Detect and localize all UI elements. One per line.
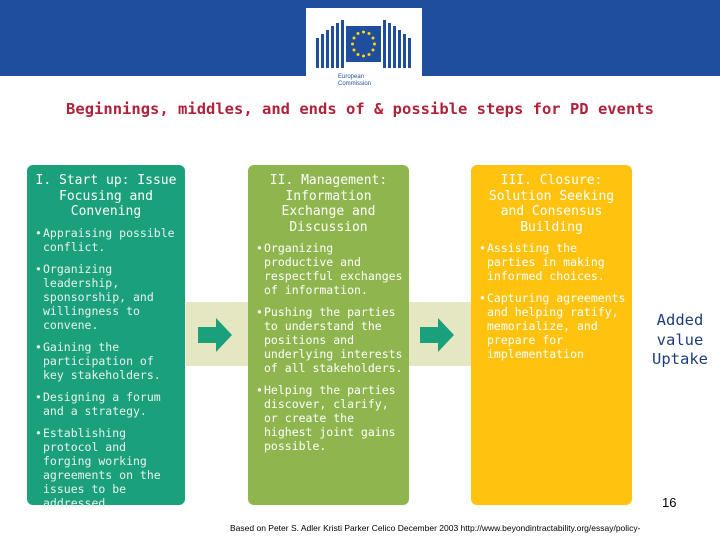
arrow-right-icon — [420, 318, 454, 352]
commission-building-icon — [314, 14, 414, 70]
logo-line-1: European — [338, 74, 365, 80]
bullet-item: • Appraising possible conflict. — [35, 226, 179, 254]
phase-heading: II. Management: Information Exchange and Discussion — [269, 173, 388, 235]
page-number: 16 — [662, 495, 677, 510]
logo-text — [338, 74, 371, 88]
phase-bullets — [27, 220, 185, 510]
bullet-item: • Organizing leadership, sponsorship, and willingness to convene. — [35, 262, 179, 332]
phase-heading: I. Start up: Issue Focusing and Convening — [35, 173, 177, 219]
phase-bullets — [248, 235, 409, 453]
arrow-right-icon — [198, 318, 232, 352]
european-commission-logo — [306, 8, 422, 100]
bullet-item: • Assisting the parties in making informed choices. — [479, 241, 626, 283]
phase-closure — [471, 165, 632, 505]
bullet-item: • Designing a forum and a strategy. — [35, 390, 179, 418]
bullet-item: • Gaining the participation of key stakeholders. — [35, 340, 179, 382]
slide-title: Beginnings, middles, and ends of & possible steps for PD events — [66, 100, 654, 118]
phase-heading: III. Closure: Solution Seeking and Consensus Building — [488, 173, 615, 235]
added-value-uptake: Added value Uptake — [652, 311, 708, 368]
source-footnote: Based on Peter S. Adler Kristi Parker Celico December 2003 http://www.beyondintractability.org/essay/policy- — [230, 523, 641, 533]
phase-bullets — [471, 235, 632, 361]
phase-management — [248, 165, 409, 505]
phase-start-up — [27, 165, 185, 510]
bullet-item: • Establishing protocol and forging working agreements on the issues to be addressed. — [35, 426, 179, 510]
logo-line-2: Commission — [338, 81, 372, 87]
bullet-item: • Helping the parties discover, clarify, or create the highest joint gains possible. — [256, 383, 403, 453]
bullet-item: • Pushing the parties to understand the positions and underlying interests of all stakeholders. — [256, 305, 403, 375]
bullet-item: • Organizing productive and respectful exchanges of information. — [256, 241, 403, 297]
bullet-item: • Capturing agreements and helping ratify, memorialize, and prepare for implementation — [479, 291, 626, 361]
